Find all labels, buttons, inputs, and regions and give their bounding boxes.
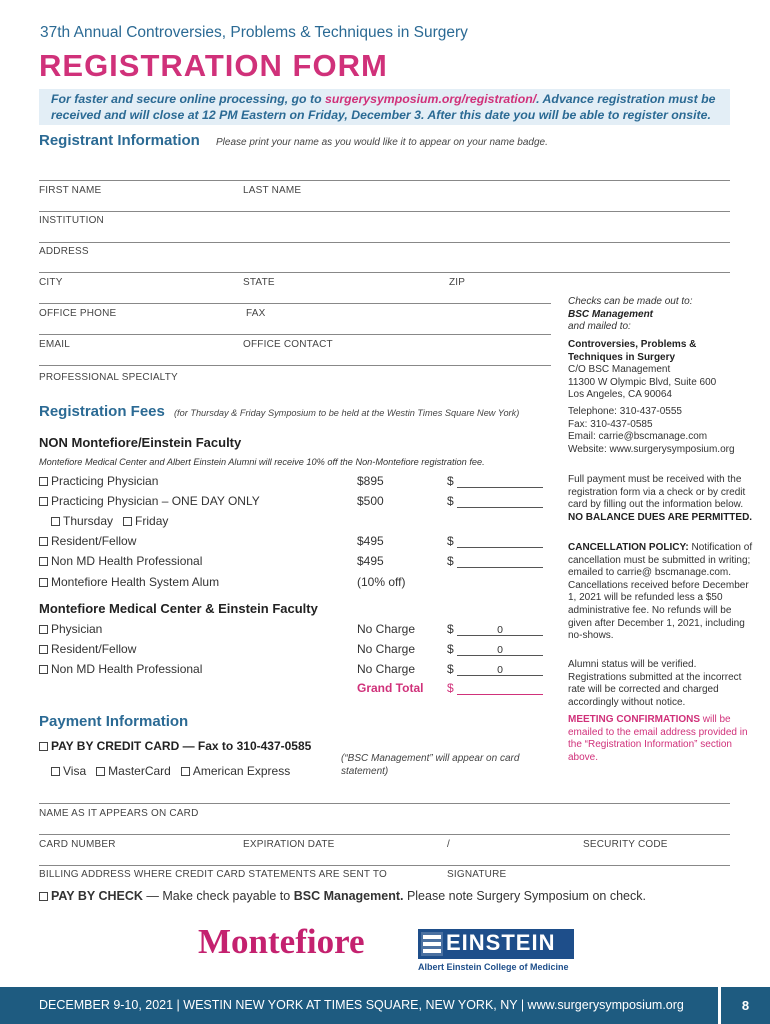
faculty-heading: Montefiore Medical Center & Einstein Faculty	[39, 601, 318, 616]
fee-price: $895	[357, 474, 384, 488]
form-title: REGISTRATION FORM	[39, 48, 388, 83]
institution-field[interactable]	[39, 211, 730, 212]
notice-text-post: . Advance registration must be received and will close at 12 PM Eastern on Friday, December 3. After this date you will be able to register onsite.	[51, 92, 716, 122]
state-label: STATE	[243, 277, 275, 288]
montefiore-logo: Montefiore	[198, 922, 365, 961]
checks-info: Checks can be made out to: BSC Management and mailed to:	[568, 296, 693, 333]
fee-row-one-day[interactable]: Practicing Physician – ONE DAY ONLY	[39, 494, 260, 508]
checkbox[interactable]	[39, 892, 48, 901]
fee-price: No Charge	[357, 622, 416, 636]
page-number: 8	[721, 987, 770, 1024]
name-on-card-field[interactable]	[39, 803, 730, 804]
fax-label: FAX	[246, 308, 266, 319]
specialty-label: PROFESSIONAL SPECIALTY	[39, 372, 178, 383]
statement-note: (“BSC Management” will appear on card statement)	[341, 753, 520, 777]
amex-checkbox[interactable]	[181, 767, 190, 776]
pay-by-check[interactable]: PAY BY CHECK — Make check payable to BSC Management. Please note Surgery Symposium on check.	[39, 889, 646, 903]
event-title: 37th Annual Controversies, Problems & Techniques in Surgery	[40, 24, 468, 41]
mailing-address: Controversies, Problems & Techniques in Surgery C/O BSC Management 11300 W Olympic Blvd, Suite 600 Los Angeles, CA 90064	[568, 339, 717, 401]
fee-amount[interactable]: $ 0	[447, 622, 543, 636]
notice-text-pre: For faster and secure online processing, go to	[51, 92, 326, 106]
specialty-field[interactable]	[39, 365, 551, 366]
checkbox[interactable]	[39, 645, 48, 654]
friday-label: Friday	[135, 514, 169, 528]
alumni-note: Montefiore Medical Center and Albert Einstein Alumni will receive 10% off the Non-Montefiore registration fee.	[39, 457, 485, 467]
checkbox[interactable]	[39, 537, 48, 546]
fee-row-alum[interactable]: Montefiore Health System Alum	[39, 575, 219, 589]
billing-address-field[interactable]	[39, 865, 730, 866]
email-link[interactable]: Email: carrie@bscmanage.com	[568, 431, 708, 443]
first-name-label: FIRST NAME	[39, 185, 102, 196]
checkbox[interactable]	[39, 625, 48, 634]
cancellation-policy: CANCELLATION POLICY: Notification of cancellation must be submitted in writing; emailed to carrie@ bscmanage.com. Cancellations received before December 1, 2021 will be refunded less a $50 administrative fee. No refunds will be given after December 1, 2021, including no-shows.	[568, 542, 753, 642]
fee-price: $495	[357, 534, 384, 548]
checkbox[interactable]	[39, 742, 48, 751]
city-label: CITY	[39, 277, 63, 288]
amex-label: American Express	[192, 764, 291, 778]
alumni-policy: Alumni status will be verified. Registrations submitted at the incorrect rate will be corrected and charged accordingly without notice.	[568, 659, 742, 708]
thursday-label: Thursday	[63, 514, 114, 528]
fee-price: No Charge	[357, 642, 416, 656]
card-number-field[interactable]	[39, 834, 730, 835]
grand-total-amount[interactable]: $	[447, 681, 543, 695]
fee-price: $500	[357, 494, 384, 508]
payment-heading: Payment Information	[39, 713, 189, 730]
payment-policy: Full payment must be received with the registration form via a check or by credit card by filling out the information below. NO BALANCE DUES ARE PERMITTED.	[568, 474, 753, 523]
fee-row-faculty-resident[interactable]: Resident/Fellow	[39, 642, 136, 656]
registrant-note: Please print your name as you would like it to appear on your name badge.	[216, 137, 548, 148]
fee-price: (10% off)	[357, 575, 406, 589]
checkbox[interactable]	[39, 497, 48, 506]
fee-row-resident[interactable]: Resident/Fellow	[39, 534, 136, 548]
phone-fax-field[interactable]	[39, 303, 551, 304]
fees-heading: Registration Fees	[39, 403, 165, 420]
day-options	[51, 514, 168, 528]
address-label: ADDRESS	[39, 246, 89, 257]
mastercard-checkbox[interactable]	[96, 767, 105, 776]
visa-checkbox[interactable]	[51, 767, 60, 776]
office-contact-label: OFFICE CONTACT	[243, 339, 333, 350]
zip-label: ZIP	[449, 277, 466, 288]
name-on-card-label: NAME AS IT APPEARS ON CARD	[39, 808, 199, 819]
fee-amount[interactable]: $	[447, 534, 543, 548]
visa-label: Visa	[63, 764, 87, 778]
einstein-shield-icon	[420, 931, 444, 957]
checkbox[interactable]	[39, 477, 48, 486]
institution-label: INSTITUTION	[39, 215, 104, 226]
email-field[interactable]	[39, 334, 551, 335]
fee-amount[interactable]: $	[447, 474, 543, 488]
meeting-confirmations: MEETING CONFIRMATIONS will be emailed to the email address provided in the “Registration Information” section above.	[568, 714, 748, 763]
billing-address-label: BILLING ADDRESS WHERE CREDIT CARD STATEMENTS ARE SENT TO	[39, 869, 387, 880]
fee-row-non-md[interactable]: Non MD Health Professional	[39, 554, 202, 568]
contact-info	[568, 406, 756, 456]
website-link[interactable]: Website: www.surgerysymposium.org	[568, 443, 735, 455]
fee-amount[interactable]: $ 0	[447, 662, 543, 676]
einstein-logo-text: EINSTEIN	[446, 930, 556, 955]
footer-bar: DECEMBER 9-10, 2021 | WESTIN NEW YORK AT TIMES SQUARE, NEW YORK, NY | www.surgerysymposium.org	[0, 987, 718, 1024]
registrant-heading: Registrant Information	[39, 132, 200, 149]
fee-price: No Charge	[357, 662, 416, 676]
security-code-label: SECURITY CODE	[583, 839, 668, 850]
email-label: EMAIL	[39, 339, 71, 350]
fee-amount[interactable]: $	[447, 554, 543, 568]
thursday-checkbox[interactable]	[51, 517, 60, 526]
checkbox[interactable]	[39, 665, 48, 674]
fax: Fax: 310-437-0585	[568, 418, 653, 430]
fee-price: $495	[357, 554, 384, 568]
pay-by-credit-card[interactable]: PAY BY CREDIT CARD — Fax to 310-437-0585	[39, 739, 311, 753]
checkbox[interactable]	[39, 557, 48, 566]
office-phone-label: OFFICE PHONE	[39, 308, 117, 319]
fee-amount[interactable]: $ 0	[447, 642, 543, 656]
city-state-zip-field[interactable]	[39, 272, 730, 273]
notice-box	[39, 89, 730, 125]
non-faculty-heading: NON Montefiore/Einstein Faculty	[39, 435, 242, 450]
expiration-label: EXPIRATION DATE	[243, 839, 335, 850]
first-name-field[interactable]	[39, 180, 730, 181]
fee-row-faculty-non-md[interactable]: Non MD Health Professional	[39, 662, 202, 676]
friday-checkbox[interactable]	[123, 517, 132, 526]
fee-row-faculty-physician[interactable]: Physician	[39, 622, 102, 636]
einstein-logo-subtitle: Albert Einstein College of Medicine	[418, 962, 569, 972]
registration-link[interactable]: surgerysymposium.org/registration/	[325, 92, 537, 106]
grand-total-label: Grand Total	[357, 681, 424, 695]
fee-amount[interactable]: $	[447, 494, 543, 508]
address-field[interactable]	[39, 242, 730, 243]
mastercard-label: MasterCard	[108, 764, 171, 778]
last-name-label: LAST NAME	[243, 185, 302, 196]
fee-row-practicing-physician[interactable]: Practicing Physician	[39, 474, 158, 488]
expiration-slash: /	[447, 839, 450, 850]
signature-label: SIGNATURE	[447, 869, 507, 880]
checkbox[interactable]	[39, 578, 48, 587]
card-type-options	[51, 764, 290, 778]
card-number-label: CARD NUMBER	[39, 839, 116, 850]
telephone: Telephone: 310-437-0555	[568, 406, 682, 417]
fees-note: (for Thursday & Friday Symposium to be held at the Westin Times Square New York)	[174, 408, 520, 418]
